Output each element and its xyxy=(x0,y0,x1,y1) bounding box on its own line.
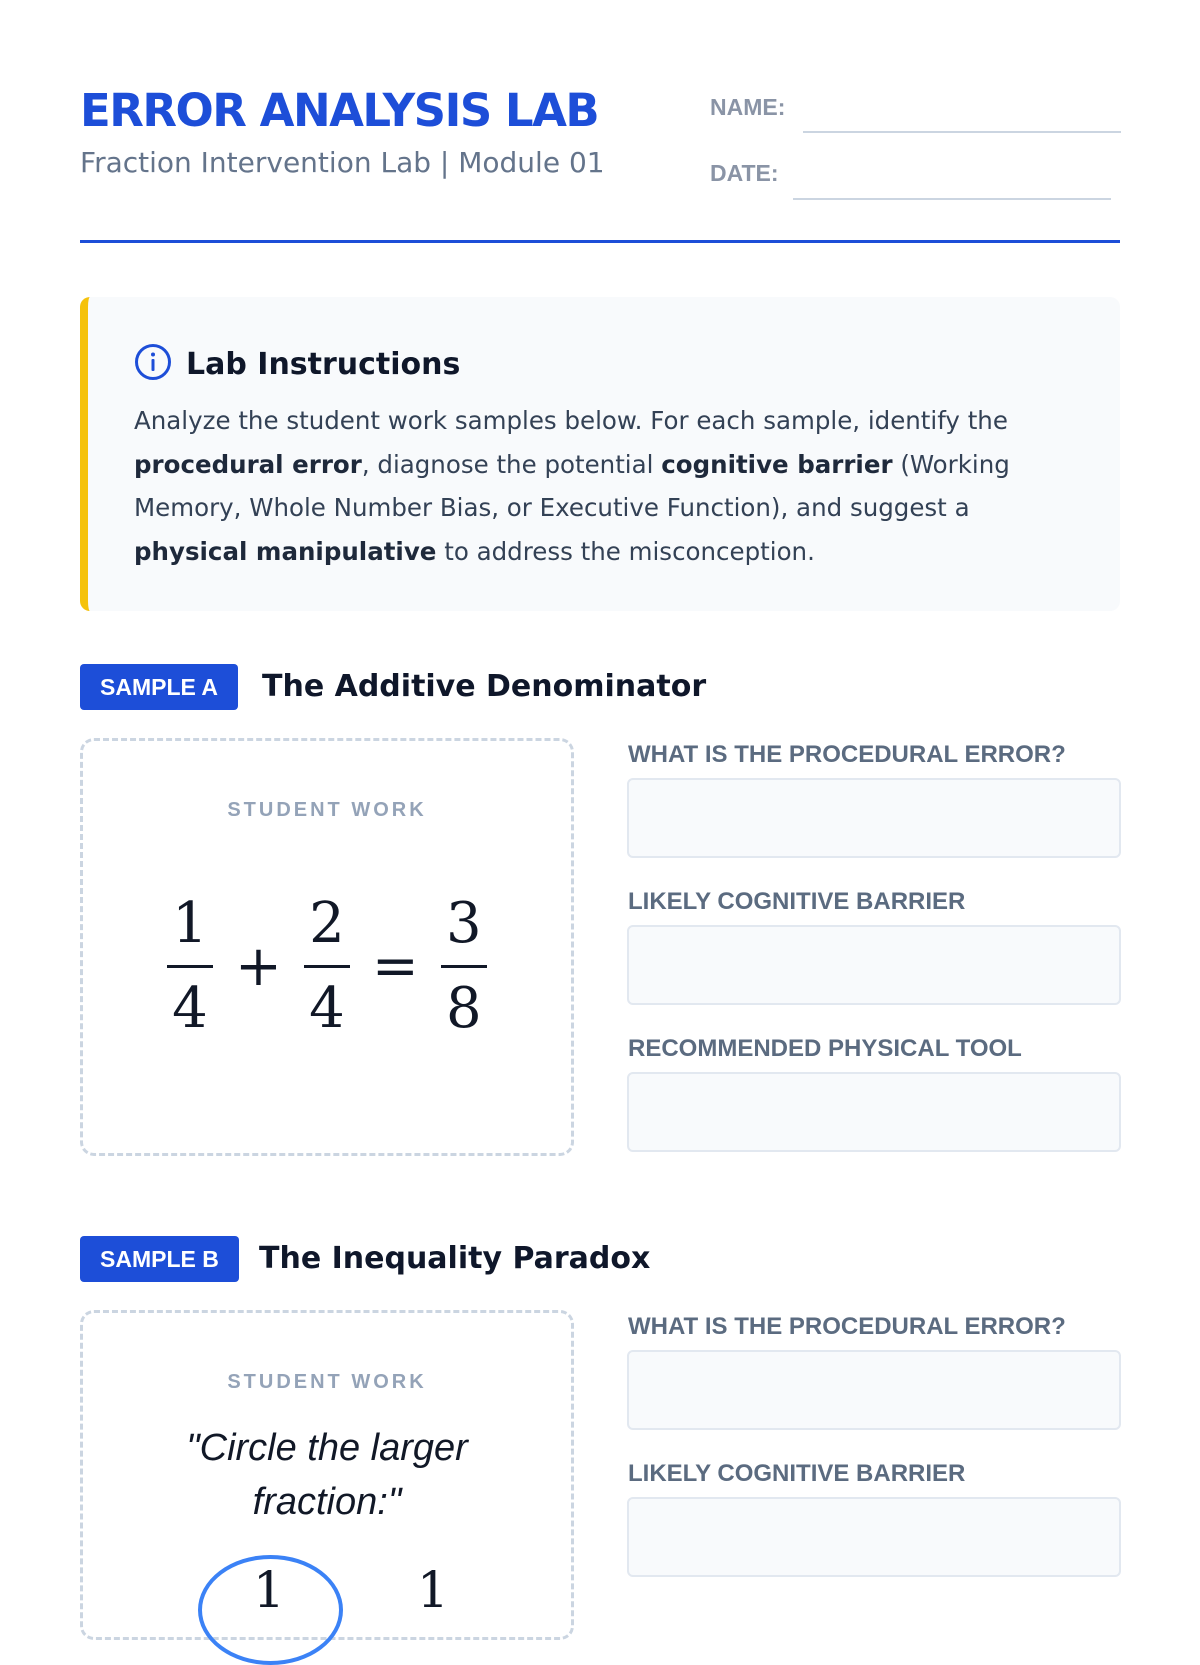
fraction xyxy=(167,889,213,1044)
student-work-label: STUDENT WORK xyxy=(227,1371,427,1393)
fraction-bar xyxy=(304,965,350,968)
numerator: 1 xyxy=(172,891,208,956)
page-subtitle: Fraction Intervention Lab | Module 01 xyxy=(80,146,605,179)
denominator: 4 xyxy=(172,976,208,1041)
procedural-error-label: WHAT IS THE PROCEDURAL ERROR? xyxy=(628,1313,1066,1340)
date-field[interactable] xyxy=(793,198,1111,200)
fraction xyxy=(304,889,350,1044)
physical-tool-label: RECOMMENDED PHYSICAL TOOL xyxy=(628,1035,1022,1062)
denominator: 4 xyxy=(309,976,345,1041)
sample-a-title: The Additive Denominator xyxy=(262,669,707,704)
instructions-bold: cognitive barrier xyxy=(661,449,893,479)
numerator: 3 xyxy=(446,891,482,956)
sample-b-work-box xyxy=(80,1310,574,1640)
name-field[interactable] xyxy=(803,131,1121,133)
instructions-bold: procedural error xyxy=(134,449,362,479)
fraction-bar xyxy=(167,965,213,968)
procedural-error-input[interactable] xyxy=(627,1350,1121,1430)
cognitive-barrier-label: LIKELY COGNITIVE BARRIER xyxy=(628,888,966,915)
date-label: DATE: xyxy=(710,160,779,186)
cognitive-barrier-input[interactable] xyxy=(627,1497,1121,1577)
sample-b-title: The Inequality Paradox xyxy=(259,1241,651,1276)
instructions-text-part: (Working Memory, Whole Number Bias, or Executive Function), and suggest a xyxy=(134,449,1010,522)
instructions-text-part: , diagnose the potential xyxy=(361,449,662,479)
instructions-callout xyxy=(80,297,1120,611)
cognitive-barrier-label: LIKELY COGNITIVE BARRIER xyxy=(628,1460,966,1487)
instructions-text xyxy=(134,399,1054,573)
denominator: 8 xyxy=(446,976,482,1041)
numerator: 2 xyxy=(309,891,345,956)
instructions-text-part: Analyze the student work samples below. For each sample, identify the xyxy=(134,406,1008,435)
student-work-label: STUDENT WORK xyxy=(227,799,427,821)
fraction-2-numerator: 1 xyxy=(417,1561,449,1619)
instructions-text-part: to address the misconception. xyxy=(436,536,815,566)
sample-b-prompt: "Circle the larger fraction:" xyxy=(186,1427,468,1523)
plus-operator: + xyxy=(235,934,282,999)
sample-a-equation xyxy=(167,889,487,1044)
equals-operator: = xyxy=(371,934,419,999)
sample-b-badge: SAMPLE B xyxy=(80,1236,239,1282)
sample-a-badge: SAMPLE A xyxy=(80,664,238,710)
fraction-1-numerator: 1 xyxy=(253,1561,285,1619)
sample-a-work-box xyxy=(80,738,574,1156)
procedural-error-label: WHAT IS THE PROCEDURAL ERROR? xyxy=(628,741,1066,768)
instructions-header xyxy=(134,343,460,386)
page-title: ERROR ANALYSIS LAB xyxy=(80,84,599,137)
physical-tool-input[interactable] xyxy=(627,1072,1121,1152)
fraction-bar xyxy=(441,965,487,968)
instructions-bold: physical manipulative xyxy=(134,536,437,566)
name-label: NAME: xyxy=(710,94,786,120)
fraction xyxy=(441,889,487,1044)
header-divider xyxy=(80,240,1120,243)
cognitive-barrier-input[interactable] xyxy=(627,925,1121,1005)
instructions-title: Lab Instructions xyxy=(186,347,461,382)
procedural-error-input[interactable] xyxy=(627,778,1121,858)
info-icon xyxy=(134,343,172,386)
